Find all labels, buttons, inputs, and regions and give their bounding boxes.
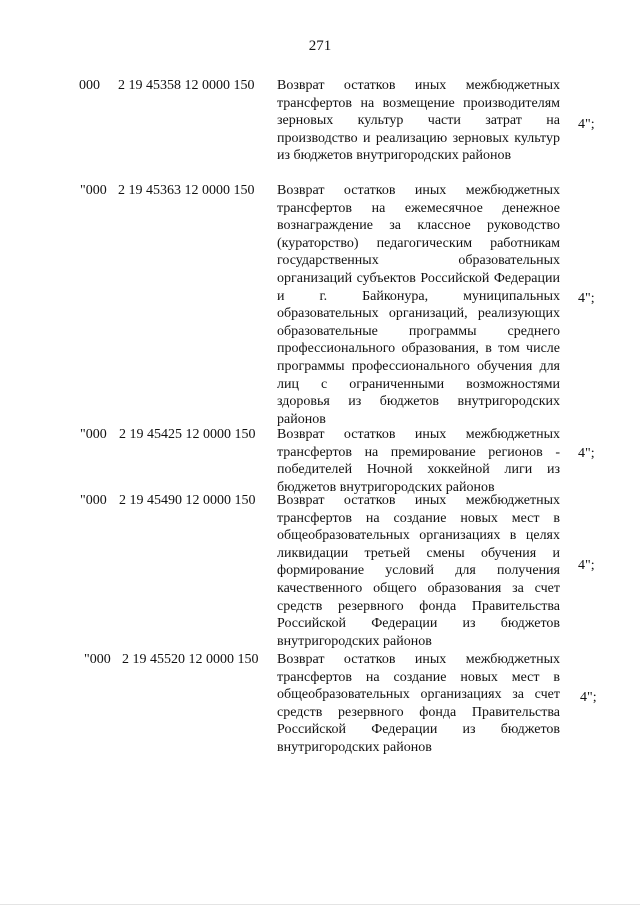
admin-code: "000 [80,493,107,508]
admin-code: "000 [80,183,107,198]
kbk-code: 2 19 45490 12 0000 150 [119,493,256,508]
admin-code: 000 [79,78,100,93]
row-description: Возврат остатков иных межбюджетных трансфертов на создание новых мест в общеобразовательных организациях в целях ликвидации третьей смены обучения и формирование условий для получения качественного общего образования за счет средств резервного фонда Правительства Российской Федерации из бюджетов внутригородских районов [277,493,560,649]
norm-value: 4"; [578,117,595,132]
norm-value: 4"; [580,690,597,705]
row-description: Возврат остатков иных межбюджетных трансфертов на возмещение производителям зерновых культур части затрат на производство и реализацию зерновых культур из бюджетов внутригородских районов [277,78,560,164]
norm-value: 4"; [578,291,595,306]
norm-value: 4"; [578,558,595,573]
row-description: Возврат остатков иных межбюджетных трансфертов на создание новых мест в общеобразовательных организациях за счет средств резервного фонда Правительства Российской Федерации из бюджетов внутригородских районов [277,652,560,755]
kbk-code: 2 19 45363 12 0000 150 [118,183,255,198]
row-description: Возврат остатков иных межбюджетных трансфертов на ежемесячное денежное вознаграждение за классное руководство (кураторство) педагогическим работникам государственных образовательных организаций субъектов Российской Федерации и г. Байконура, муниципальных образовательных организаций, реализующих образовательные программы среднего профессионального образования, в том числе программы профессионального обучения для лиц с ограниченными возможностями здоровья из бюджетов внутригородских районов [277,183,560,427]
kbk-code: 2 19 45425 12 0000 150 [119,427,256,442]
page-number: 271 [308,38,332,54]
norm-value: 4"; [578,446,595,461]
admin-code: "000 [80,427,107,442]
kbk-code: 2 19 45358 12 0000 150 [118,78,255,93]
kbk-code: 2 19 45520 12 0000 150 [122,652,259,667]
row-description: Возврат остатков иных межбюджетных трансфертов на премирование регионов - победителей Ночной хоккейной лиги из бюджетов внутригородских районов [277,427,560,495]
admin-code: "000 [84,652,111,667]
